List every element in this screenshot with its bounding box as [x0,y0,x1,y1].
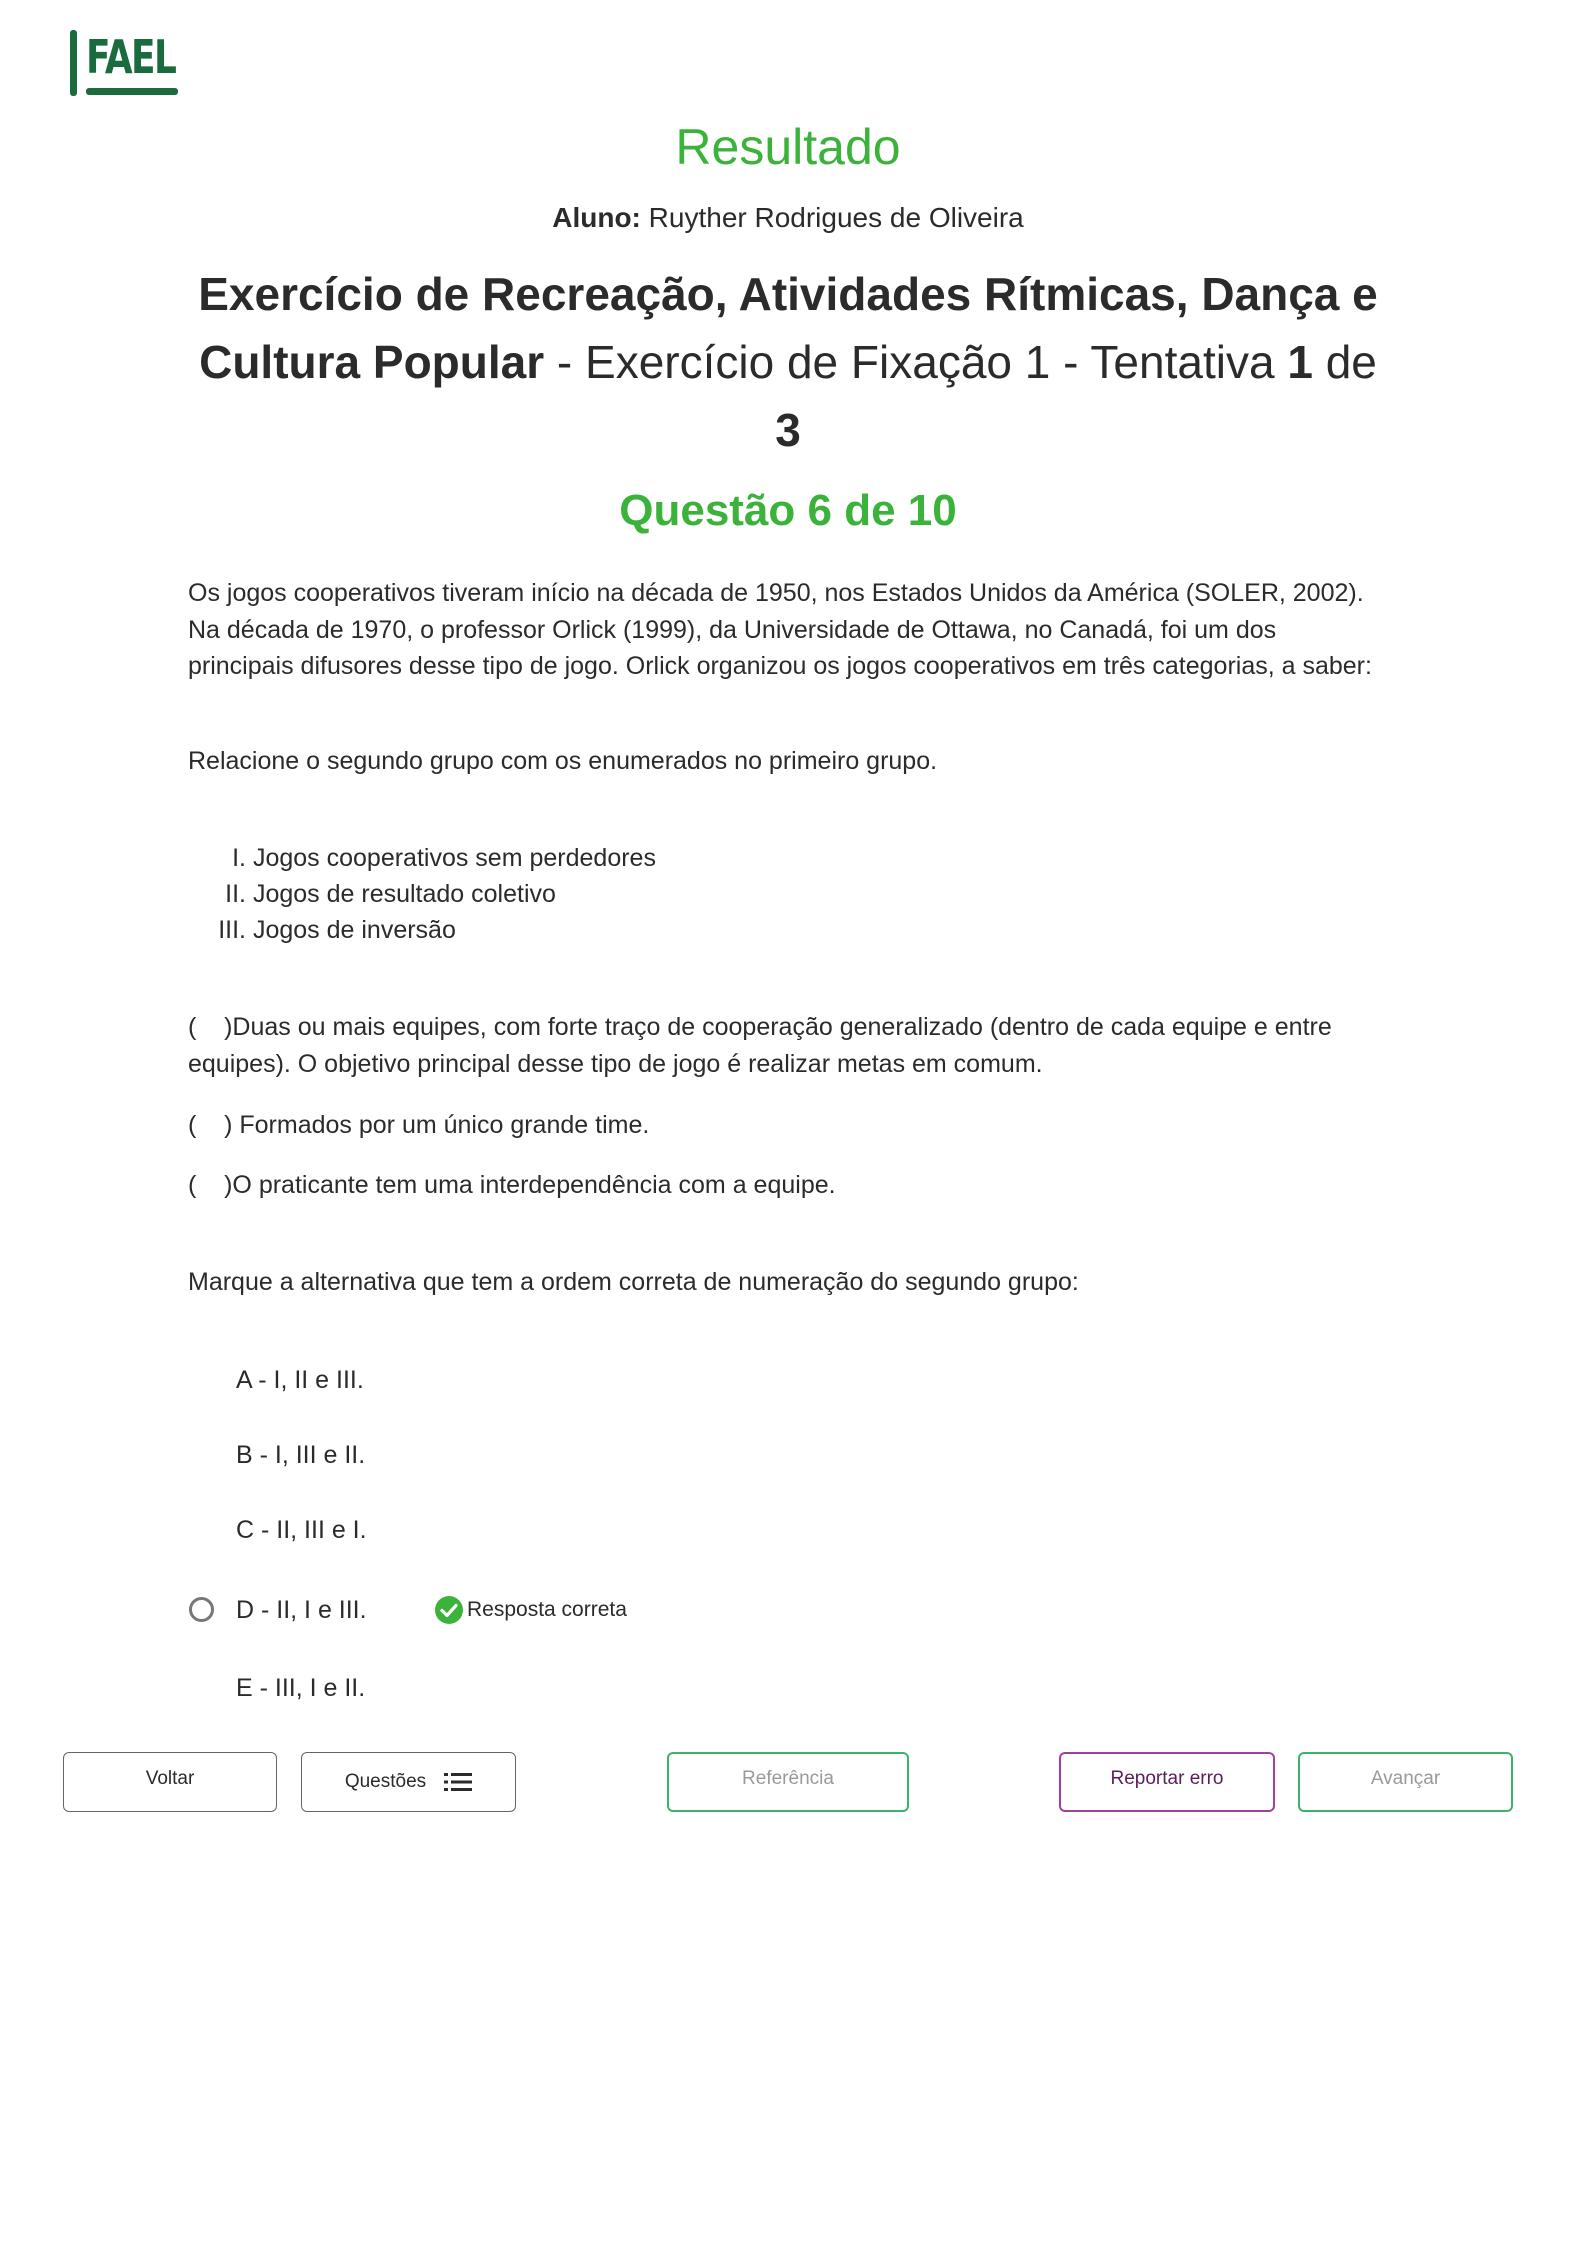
correct-answer-badge [434,1595,627,1625]
attempt-total: 3 [775,404,801,456]
next-button-label: Avançar [1370,1768,1441,1789]
option-c[interactable]: C - II, III e I. [236,1516,367,1544]
first-group-numeral: I. [232,844,246,872]
option-a[interactable]: A - I, II e III. [236,1366,364,1394]
reference-button[interactable] [667,1752,909,1812]
first-group-text: Jogos de inversão [252,916,456,944]
first-group-numeral: II. [225,880,246,908]
next-button[interactable] [1298,1752,1513,1812]
questions-button[interactable] [301,1752,516,1812]
fael-logo [68,28,180,98]
course-name: Exercício de Recreação, Atividades Rítmicas, Dança e Cultura Popular [198,268,1378,388]
question-instruction: Marque a alternativa que tem a ordem correta de numeração do segundo grupo: [188,1268,1079,1296]
first-group-text: Jogos de resultado coletivo [252,880,556,908]
question-intro: Os jogos cooperativos tiveram início na década de 1950, nos Estados Unidos da América (SOLER, 2002). Na década de 1970, o professor Orlick (1999), da Universidade de Ottawa, no Canadá, foi um dos principais difusores desse tipo de jogo. Orlick organizou os jogos cooperativos em três categorias, a saber: [188,579,1372,680]
first-group-item [188,876,556,913]
course-heading [188,260,1388,464]
course-separator-2: - [1050,336,1091,388]
correct-answer-label: Resposta correta [467,1598,627,1621]
option-d-radio[interactable] [189,1597,214,1622]
questions-button-label: Questões [344,1771,427,1792]
page-title: Resultado [675,119,901,175]
exercise-name: Exercício de Fixação 1 [585,336,1051,388]
back-button[interactable] [63,1752,277,1812]
first-group-text: Jogos cooperativos sem perdedores [252,844,656,872]
course-separator-1: - [544,336,586,388]
list-icon [444,1772,472,1792]
reference-button-label: Referência [742,1768,834,1789]
student-name: Ruyther Rodrigues de Oliveira [648,202,1024,233]
second-group-item: ( )O praticante tem uma interdependência com a equipe. [188,1171,836,1199]
option-e[interactable]: E - III, I e II. [236,1674,366,1702]
attempt-of: de [1312,336,1377,388]
report-error-button-label: Reportar erro [1110,1768,1224,1789]
check-circle-icon [434,1595,464,1625]
report-error-button[interactable] [1059,1752,1275,1812]
student-label: Aluno: [552,202,641,233]
attempt-label: Tentativa [1090,336,1288,388]
first-group-numeral: III. [218,916,246,944]
second-group-item: ( ) Formados por um único grande time. [188,1111,650,1139]
student-info [188,202,1388,234]
logo-underline [86,88,178,95]
logo-text: FAEL [86,30,176,84]
second-group-item: ( )Duas ou mais equipes, com forte traço de cooperação generalizado (dentro de cada equipe e entre equipes). O objetivo principal desse tipo de jogo é realizar metas em comum. [188,1013,1339,1078]
question-relate: Relacione o segundo grupo com os enumerados no primeiro grupo. [188,747,938,775]
logo-vertical-bar [70,30,77,96]
option-d[interactable]: D - II, I e III. [236,1596,367,1624]
question-number: Questão 6 de 10 [619,486,957,535]
option-b[interactable]: B - I, III e II. [236,1441,366,1469]
first-group-item [188,912,456,949]
back-button-label: Voltar [145,1768,195,1789]
first-group-item [188,840,656,877]
attempt-current: 1 [1287,336,1313,388]
